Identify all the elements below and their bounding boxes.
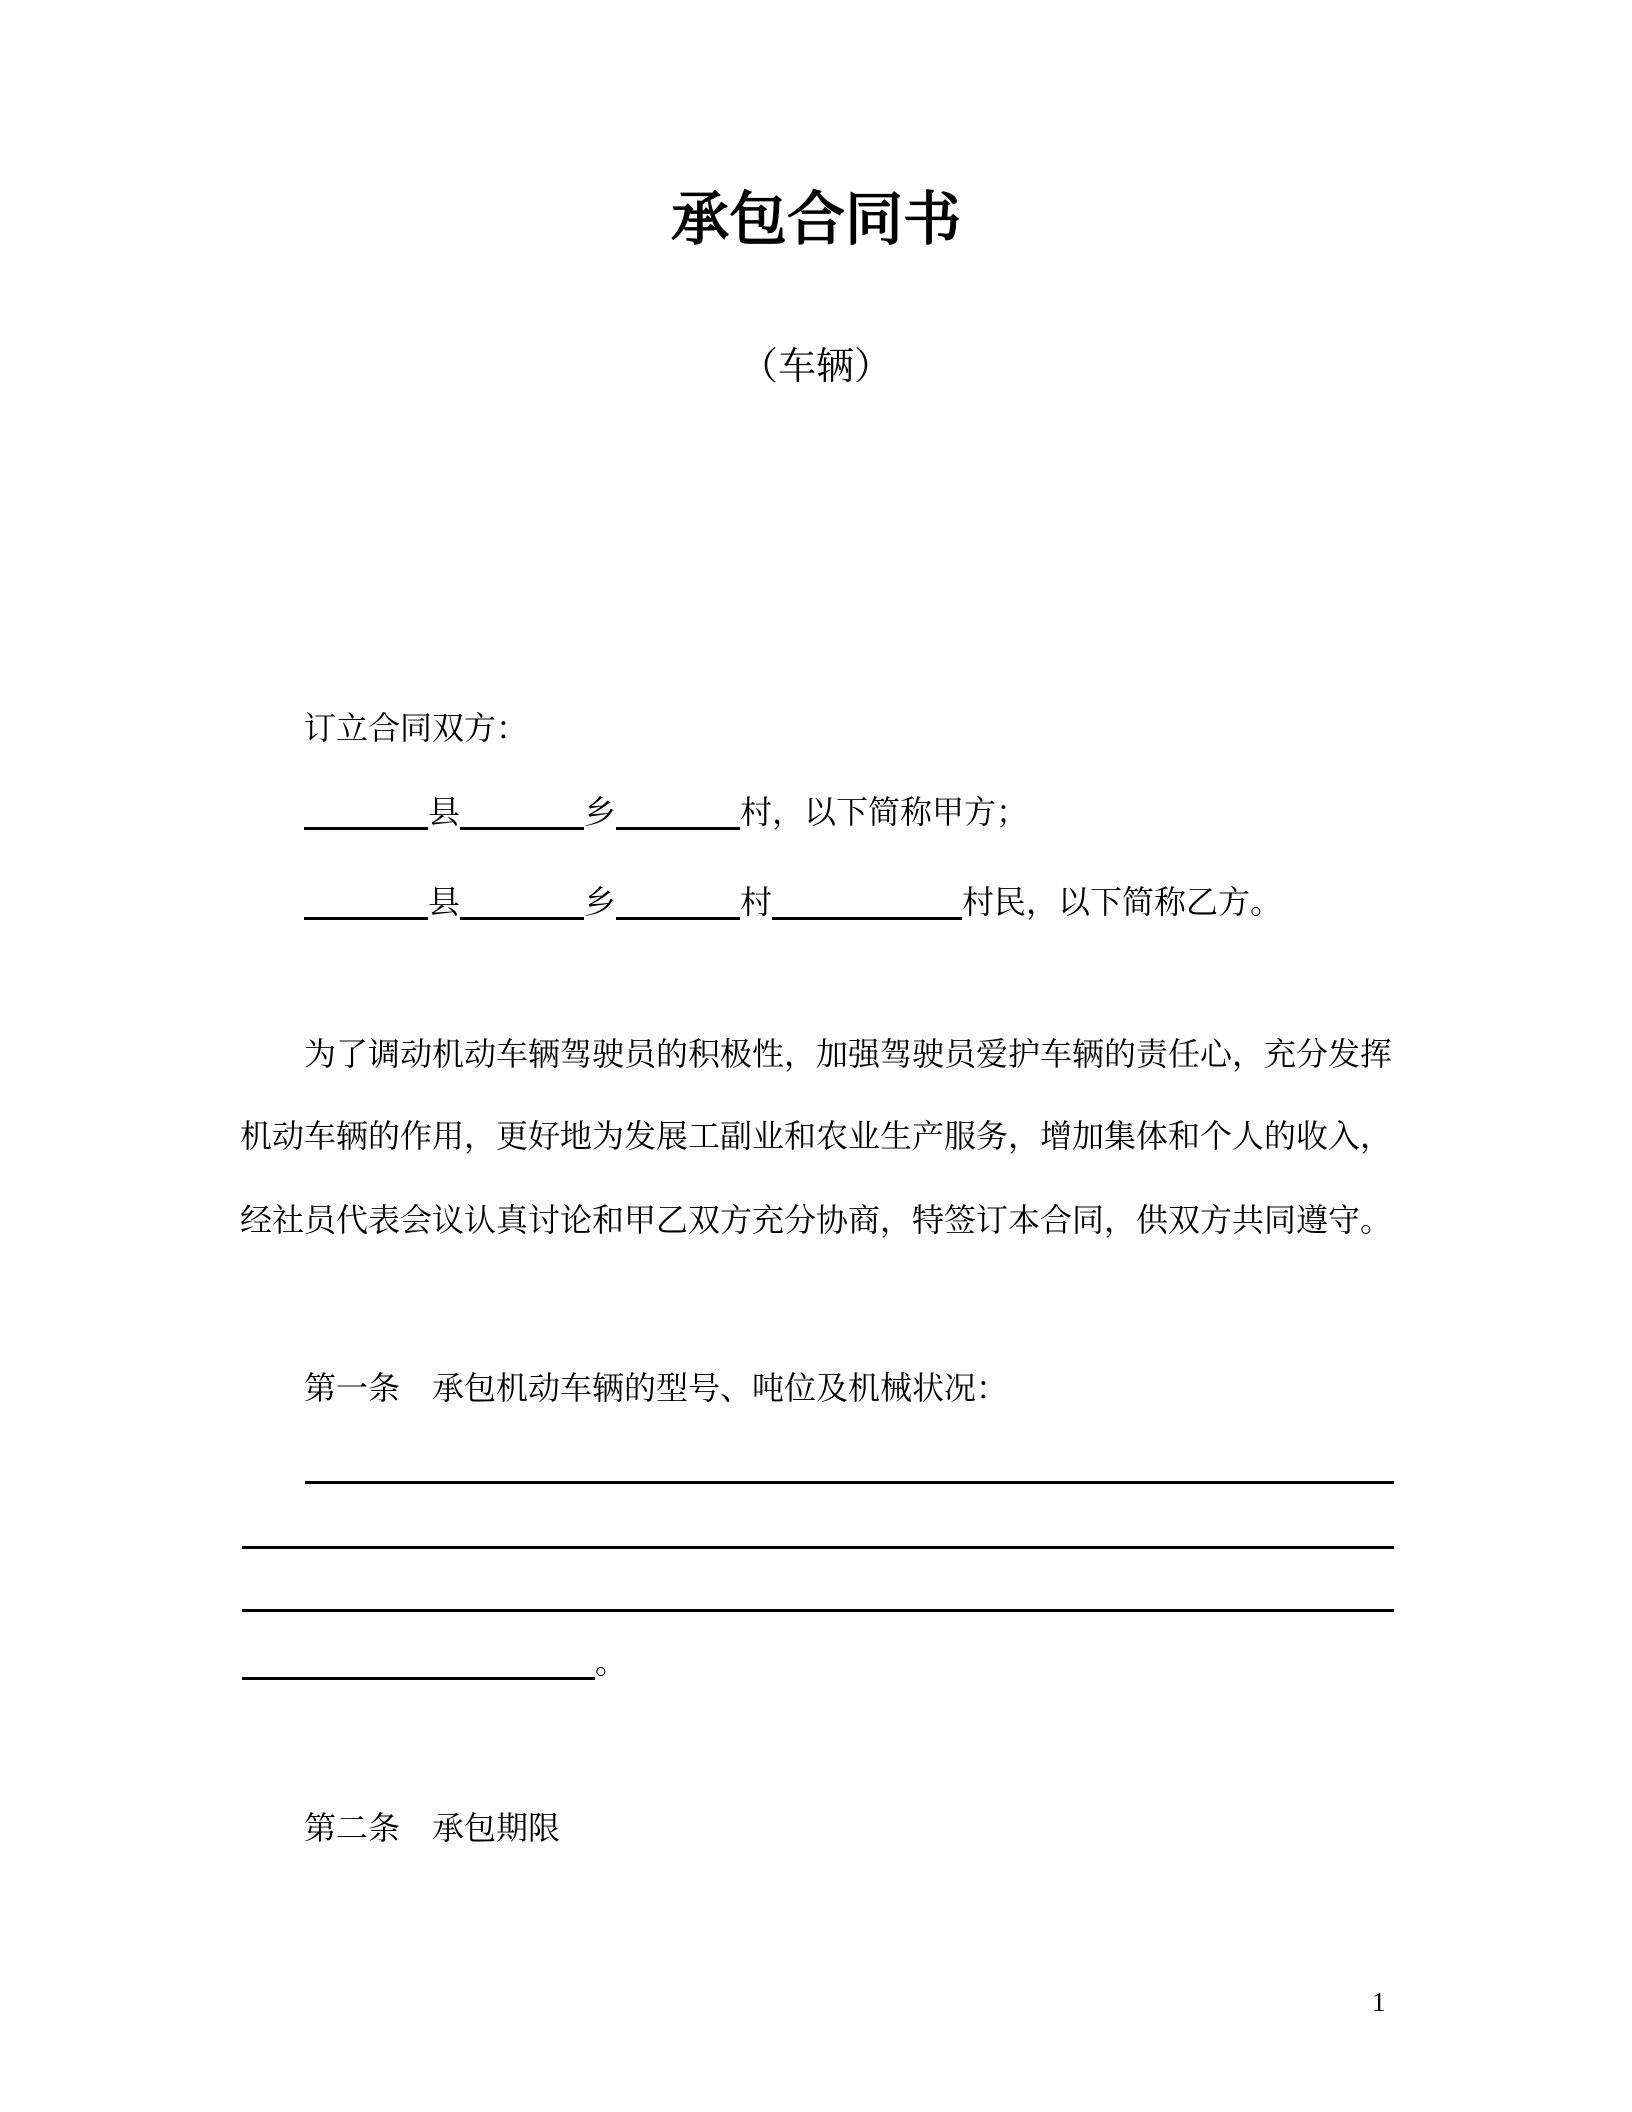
clause-1-answer-blank-line-1 xyxy=(305,1481,1394,1484)
clause-1-title: 承包机动车辆的型号、吨位及机械状况： xyxy=(432,1370,1009,1406)
page-number: 1 xyxy=(1372,1987,1386,2017)
document-title: 承包合同书 xyxy=(670,187,961,252)
party-b-villager-name-blank-field xyxy=(772,885,962,920)
party-b-township-blank-field xyxy=(460,885,584,920)
clause-1-label: 第一条 xyxy=(304,1370,401,1406)
party-b-county-blank-field xyxy=(304,885,428,920)
clause-1-answer-blank-line-3 xyxy=(242,1609,1394,1612)
party-a-county-label: 县 xyxy=(428,794,461,830)
party-a-township-blank-field xyxy=(460,795,584,830)
preamble-line-1: 为了调动机动车辆驾驶员的积极性，加强驾驶员爱护车辆的责任心，充分发挥 xyxy=(304,1036,1393,1072)
party-a-village-blank-field xyxy=(616,795,740,830)
clause-2-heading xyxy=(304,1806,560,1850)
party-a-county-blank-field xyxy=(304,795,428,830)
parties-heading: 订立合同双方： xyxy=(304,710,529,746)
clause-1-answer-blank-line-2 xyxy=(242,1546,1394,1549)
party-b-line xyxy=(304,880,1282,924)
party-b-village-label: 村 xyxy=(740,884,773,920)
party-a-line xyxy=(304,790,1028,834)
clause-1-short-blank-field xyxy=(242,1645,595,1680)
preamble-line-3: 经社员代表会议认真讨论和甲乙双方充分协商，特签订本合同，供双方共同遵守。 xyxy=(240,1202,1393,1238)
party-b-villager-label: 村民，以下简称乙方。 xyxy=(962,884,1283,920)
party-b-county-label: 县 xyxy=(428,884,461,920)
preamble-line-2: 机动车辆的作用，更好地为发展工副业和农业生产服务，增加集体和个人的收入， xyxy=(240,1118,1393,1154)
party-a-village-label: 村，以下简称甲方； xyxy=(740,794,1029,830)
clause-1-trailing-period: 。 xyxy=(595,1644,628,1680)
clause-1-heading xyxy=(304,1366,1008,1410)
party-b-township-label: 乡 xyxy=(584,884,617,920)
clause-1-answer-blank-line-4 xyxy=(242,1640,627,1684)
clause-2-title: 承包期限 xyxy=(432,1810,561,1846)
party-a-township-label: 乡 xyxy=(584,794,617,830)
party-b-village-blank-field xyxy=(616,885,740,920)
clause-2-label: 第二条 xyxy=(304,1810,401,1846)
document-subtitle: （车辆） xyxy=(739,346,892,388)
